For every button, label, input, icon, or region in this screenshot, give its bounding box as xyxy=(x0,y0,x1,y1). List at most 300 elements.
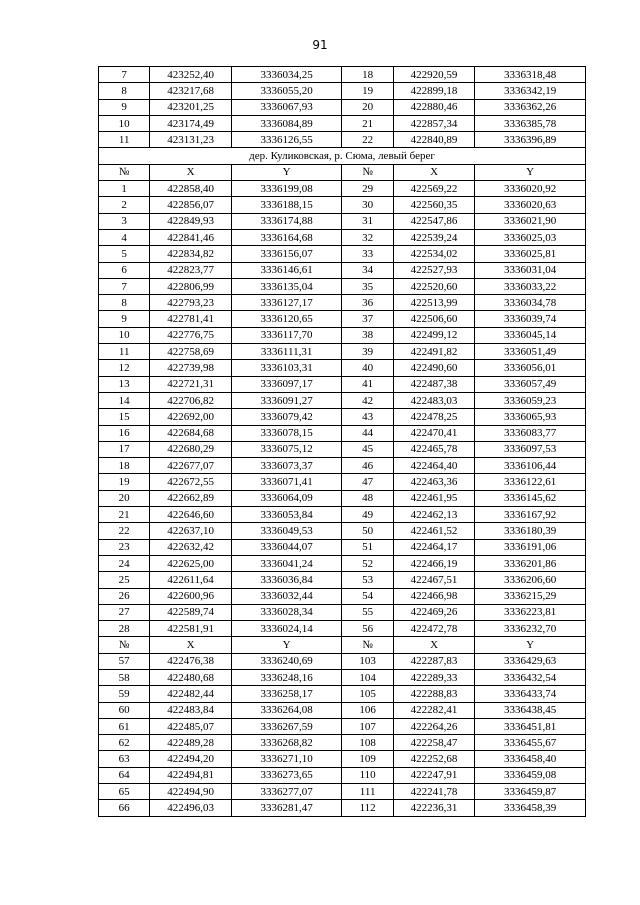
table-row xyxy=(99,702,586,718)
table-cell: 3336120,65 xyxy=(231,311,342,327)
table-cell: 48 xyxy=(342,490,393,506)
table-row xyxy=(99,115,586,131)
table-cell: 423131,23 xyxy=(150,132,232,148)
table-cell: 3336240,69 xyxy=(231,653,342,669)
table-cell: 422611,64 xyxy=(150,572,232,588)
table-cell: 422706,82 xyxy=(150,392,232,408)
table-cell: 3336024,14 xyxy=(231,621,342,637)
table-cell: 10 xyxy=(99,327,150,343)
table-row xyxy=(99,490,586,506)
table-cell: 3336145,62 xyxy=(475,490,586,506)
table-cell: 422466,19 xyxy=(393,555,475,571)
table-row xyxy=(99,360,586,376)
table-cell: 24 xyxy=(99,555,150,571)
table-cell: 3336073,37 xyxy=(231,458,342,474)
table-cell: 422252,68 xyxy=(393,751,475,767)
table-cell: 3336455,67 xyxy=(475,735,586,751)
table-cell: 422499,12 xyxy=(393,327,475,343)
table-cell: 422721,31 xyxy=(150,376,232,392)
table-cell: 3336053,84 xyxy=(231,507,342,523)
table-cell: 27 xyxy=(99,604,150,620)
table-cell: 57 xyxy=(99,653,150,669)
table-cell: 422467,51 xyxy=(393,572,475,588)
table-row xyxy=(99,344,586,360)
table-cell: 422539,24 xyxy=(393,229,475,245)
table-row xyxy=(99,474,586,490)
table-cell: 3336025,81 xyxy=(475,246,586,262)
table-cell: Y xyxy=(475,164,586,180)
table-cell: 1 xyxy=(99,181,150,197)
table-cell: 422646,60 xyxy=(150,507,232,523)
table-cell: 422490,60 xyxy=(393,360,475,376)
table-cell: 422282,41 xyxy=(393,702,475,718)
table-cell: 422560,35 xyxy=(393,197,475,213)
table-cell: 5 xyxy=(99,246,150,262)
table-cell: 422464,40 xyxy=(393,458,475,474)
table-cell: 422600,96 xyxy=(150,588,232,604)
table-cell: 3336111,31 xyxy=(231,344,342,360)
table-cell: 7 xyxy=(99,278,150,294)
table-cell: 62 xyxy=(99,735,150,751)
table-cell: 11 xyxy=(99,132,150,148)
table-cell: 110 xyxy=(342,767,393,783)
table-cell: 3 xyxy=(99,213,150,229)
table-cell: 3336091,27 xyxy=(231,392,342,408)
table-cell: 3336258,17 xyxy=(231,686,342,702)
table-cell: 9 xyxy=(99,311,150,327)
table-cell: 22 xyxy=(99,523,150,539)
table-cell: 422287,83 xyxy=(393,653,475,669)
table-cell: 422680,29 xyxy=(150,441,232,457)
table-cell: 422470,41 xyxy=(393,425,475,441)
table-cell: 3336065,93 xyxy=(475,409,586,425)
table-cell: 422462,13 xyxy=(393,507,475,523)
table-cell: 3336459,87 xyxy=(475,784,586,800)
table-row xyxy=(99,751,586,767)
table-cell: 50 xyxy=(342,523,393,539)
table-row xyxy=(99,99,586,115)
table-cell: 3336156,07 xyxy=(231,246,342,262)
table-cell: 3336028,34 xyxy=(231,604,342,620)
table-cell: 39 xyxy=(342,344,393,360)
table-row xyxy=(99,262,586,278)
table-row xyxy=(99,507,586,523)
table-cell: 29 xyxy=(342,181,393,197)
table-cell: 422466,98 xyxy=(393,588,475,604)
table-cell: 422247,91 xyxy=(393,767,475,783)
table-cell: 422485,07 xyxy=(150,718,232,734)
table-cell: 422483,03 xyxy=(393,392,475,408)
table-cell: 3336432,54 xyxy=(475,669,586,685)
table-cell: 422841,46 xyxy=(150,229,232,245)
table-cell: 3336056,01 xyxy=(475,360,586,376)
table-cell: 11 xyxy=(99,344,150,360)
table-cell: 3336078,15 xyxy=(231,425,342,441)
table-cell: 59 xyxy=(99,686,150,702)
table-cell: 422840,89 xyxy=(393,132,475,148)
table-cell: 422494,90 xyxy=(150,784,232,800)
table-cell: 423201,25 xyxy=(150,99,232,115)
table-cell: 3336083,77 xyxy=(475,425,586,441)
table-row xyxy=(99,311,586,327)
table-cell: 422849,93 xyxy=(150,213,232,229)
table-cell: 3336433,74 xyxy=(475,686,586,702)
table-cell: 45 xyxy=(342,441,393,457)
table-cell: 46 xyxy=(342,458,393,474)
table-cell: 38 xyxy=(342,327,393,343)
table-cell: 422880,46 xyxy=(393,99,475,115)
table-row xyxy=(99,604,586,620)
table-cell: 3336034,78 xyxy=(475,295,586,311)
table-cell: Y xyxy=(231,637,342,653)
table-cell: 3336271,10 xyxy=(231,751,342,767)
table-cell: 3336206,60 xyxy=(475,572,586,588)
table-cell: 3336097,17 xyxy=(231,376,342,392)
table-cell: 422472,78 xyxy=(393,621,475,637)
table-cell: 3336215,29 xyxy=(475,588,586,604)
table-cell: 422758,69 xyxy=(150,344,232,360)
table-cell: 422478,25 xyxy=(393,409,475,425)
table-cell: 21 xyxy=(99,507,150,523)
table-row xyxy=(99,523,586,539)
table-row xyxy=(99,409,586,425)
table-cell: 422494,20 xyxy=(150,751,232,767)
table-row xyxy=(99,735,586,751)
table-cell: 3336103,31 xyxy=(231,360,342,376)
table-cell: 3336036,84 xyxy=(231,572,342,588)
table-cell: 103 xyxy=(342,653,393,669)
table-cell: № xyxy=(342,164,393,180)
table-cell: 3336021,90 xyxy=(475,213,586,229)
table-cell: 422823,77 xyxy=(150,262,232,278)
table-cell: 422856,07 xyxy=(150,197,232,213)
table-cell: 422527,93 xyxy=(393,262,475,278)
table-cell: 422489,28 xyxy=(150,735,232,751)
table-cell: 3336458,40 xyxy=(475,751,586,767)
table-row xyxy=(99,83,586,99)
table-cell: X xyxy=(150,637,232,653)
table-row xyxy=(99,572,586,588)
table-cell: 3336199,08 xyxy=(231,181,342,197)
table-cell: 56 xyxy=(342,621,393,637)
table-cell: 65 xyxy=(99,784,150,800)
table-cell: 3336232,70 xyxy=(475,621,586,637)
table-cell: 47 xyxy=(342,474,393,490)
table-cell: 423252,40 xyxy=(150,67,232,83)
table-cell: 3336201,86 xyxy=(475,555,586,571)
table-cell: 422258,47 xyxy=(393,735,475,751)
table-cell: 3336164,68 xyxy=(231,229,342,245)
table-cell: 422264,26 xyxy=(393,718,475,734)
table-cell: 36 xyxy=(342,295,393,311)
table-cell: 7 xyxy=(99,67,150,83)
table-cell: 13 xyxy=(99,376,150,392)
table-cell: 3336273,65 xyxy=(231,767,342,783)
table-cell: 3336458,39 xyxy=(475,800,586,816)
table-cell: 3336281,47 xyxy=(231,800,342,816)
table-row xyxy=(99,425,586,441)
coordinates-table-body xyxy=(99,67,586,817)
table-cell: 422487,38 xyxy=(393,376,475,392)
table-cell: 422684,68 xyxy=(150,425,232,441)
table-cell: 66 xyxy=(99,800,150,816)
table-cell: 17 xyxy=(99,441,150,457)
table-cell: 422781,41 xyxy=(150,311,232,327)
table-cell: 422739,98 xyxy=(150,360,232,376)
table-cell: 422776,75 xyxy=(150,327,232,343)
table-cell: 20 xyxy=(99,490,150,506)
table-cell: 422241,78 xyxy=(393,784,475,800)
table-cell: 3336045,14 xyxy=(475,327,586,343)
table-cell: 15 xyxy=(99,409,150,425)
table-cell: 107 xyxy=(342,718,393,734)
table-cell: X xyxy=(393,637,475,653)
table-cell: 3336039,74 xyxy=(475,311,586,327)
table-cell: 21 xyxy=(342,115,393,131)
table-cell: 422899,18 xyxy=(393,83,475,99)
table-cell: 3336135,04 xyxy=(231,278,342,294)
table-cell: 422581,91 xyxy=(150,621,232,637)
table-row xyxy=(99,295,586,311)
table-header-row xyxy=(99,164,586,180)
table-cell: 3336174,88 xyxy=(231,213,342,229)
table-cell: 28 xyxy=(99,621,150,637)
table-cell: 3336067,93 xyxy=(231,99,342,115)
table-cell: 3336180,39 xyxy=(475,523,586,539)
table-cell: 422461,52 xyxy=(393,523,475,539)
table-cell: 422476,38 xyxy=(150,653,232,669)
table-cell: 3336049,53 xyxy=(231,523,342,539)
table-cell: 3336057,49 xyxy=(475,376,586,392)
table-cell: 30 xyxy=(342,197,393,213)
table-cell: 422857,34 xyxy=(393,115,475,131)
table-cell: 422637,10 xyxy=(150,523,232,539)
table-cell: 3336025,03 xyxy=(475,229,586,245)
table-cell: 422469,26 xyxy=(393,604,475,620)
table-cell: 3336188,15 xyxy=(231,197,342,213)
table-cell: 3336051,49 xyxy=(475,344,586,360)
table-cell: 422480,68 xyxy=(150,669,232,685)
table-cell: 3336097,53 xyxy=(475,441,586,457)
table-cell: 10 xyxy=(99,115,150,131)
table-cell: 3336429,63 xyxy=(475,653,586,669)
table-row xyxy=(99,392,586,408)
table-cell: 54 xyxy=(342,588,393,604)
table-row xyxy=(99,718,586,734)
table-row xyxy=(99,67,586,83)
table-cell: 31 xyxy=(342,213,393,229)
table-cell: 3336059,23 xyxy=(475,392,586,408)
table-cell: 3336267,59 xyxy=(231,718,342,734)
table-row xyxy=(99,767,586,783)
table-cell: 3336033,22 xyxy=(475,278,586,294)
table-cell: 3336071,41 xyxy=(231,474,342,490)
table-cell: 4 xyxy=(99,229,150,245)
table-cell: 3336318,48 xyxy=(475,67,586,83)
table-row xyxy=(99,181,586,197)
table-cell: 26 xyxy=(99,588,150,604)
table-cell: 3336438,45 xyxy=(475,702,586,718)
table-cell: 105 xyxy=(342,686,393,702)
table-cell: 3336342,19 xyxy=(475,83,586,99)
table-cell: 60 xyxy=(99,702,150,718)
table-cell: 111 xyxy=(342,784,393,800)
table-cell: 422625,00 xyxy=(150,555,232,571)
table-row xyxy=(99,376,586,392)
table-cell: 422491,82 xyxy=(393,344,475,360)
table-cell: 106 xyxy=(342,702,393,718)
table-cell: 3336223,81 xyxy=(475,604,586,620)
table-cell: 422236,31 xyxy=(393,800,475,816)
table-row xyxy=(99,555,586,571)
table-cell: 3336167,92 xyxy=(475,507,586,523)
table-row xyxy=(99,458,586,474)
table-cell: 3336020,92 xyxy=(475,181,586,197)
table-row xyxy=(99,441,586,457)
table-cell: 422793,23 xyxy=(150,295,232,311)
table-cell: 422496,03 xyxy=(150,800,232,816)
table-cell: 422464,17 xyxy=(393,539,475,555)
table-cell: 3336020,63 xyxy=(475,197,586,213)
table-cell: 16 xyxy=(99,425,150,441)
table-row xyxy=(99,588,586,604)
table-cell: 422920,59 xyxy=(393,67,475,83)
table-cell: 422288,83 xyxy=(393,686,475,702)
table-cell: № xyxy=(99,637,150,653)
table-cell: 423174,49 xyxy=(150,115,232,131)
table-cell: 422806,99 xyxy=(150,278,232,294)
table-row xyxy=(99,653,586,669)
table-cell: 64 xyxy=(99,767,150,783)
table-cell: 19 xyxy=(99,474,150,490)
table-cell: 422463,36 xyxy=(393,474,475,490)
table-cell: 3336268,82 xyxy=(231,735,342,751)
table-cell: 61 xyxy=(99,718,150,734)
table-cell: Y xyxy=(231,164,342,180)
table-cell: 422289,33 xyxy=(393,669,475,685)
table-cell: 422506,60 xyxy=(393,311,475,327)
table-cell: 3336362,26 xyxy=(475,99,586,115)
table-cell: 8 xyxy=(99,83,150,99)
table-cell: 422662,89 xyxy=(150,490,232,506)
table-cell: 12 xyxy=(99,360,150,376)
table-cell: 423217,68 xyxy=(150,83,232,99)
table-cell: 25 xyxy=(99,572,150,588)
table-cell: 3336031,04 xyxy=(475,262,586,278)
table-cell: 18 xyxy=(342,67,393,83)
table-cell: 422569,22 xyxy=(393,181,475,197)
table-cell: 422483,84 xyxy=(150,702,232,718)
table-cell: 422692,00 xyxy=(150,409,232,425)
table-cell: 33 xyxy=(342,246,393,262)
table-cell: 3336079,42 xyxy=(231,409,342,425)
table-cell: 3336032,44 xyxy=(231,588,342,604)
table-cell: 422461,95 xyxy=(393,490,475,506)
table-cell: 14 xyxy=(99,392,150,408)
section-title-row xyxy=(99,148,586,164)
table-cell: 49 xyxy=(342,507,393,523)
table-cell: 3336264,08 xyxy=(231,702,342,718)
table-cell: 18 xyxy=(99,458,150,474)
table-cell: 108 xyxy=(342,735,393,751)
table-row xyxy=(99,621,586,637)
table-cell: 32 xyxy=(342,229,393,245)
table-cell: 63 xyxy=(99,751,150,767)
table-cell: 3336146,61 xyxy=(231,262,342,278)
table-cell: 53 xyxy=(342,572,393,588)
table-cell: 41 xyxy=(342,376,393,392)
table-cell: 3336117,70 xyxy=(231,327,342,343)
table-cell: 43 xyxy=(342,409,393,425)
table-cell: 2 xyxy=(99,197,150,213)
table-cell: 8 xyxy=(99,295,150,311)
table-row xyxy=(99,213,586,229)
table-cell: 51 xyxy=(342,539,393,555)
table-cell: 3336127,17 xyxy=(231,295,342,311)
table-cell: 19 xyxy=(342,83,393,99)
table-cell: 422632,42 xyxy=(150,539,232,555)
section-title: дер. Куликовская, р. Сюма, левый берег xyxy=(99,148,586,164)
table-cell: 44 xyxy=(342,425,393,441)
table-row xyxy=(99,132,586,148)
table-row xyxy=(99,278,586,294)
table-cell: 3336122,61 xyxy=(475,474,586,490)
page-number: 91 xyxy=(312,38,328,52)
table-cell: 42 xyxy=(342,392,393,408)
table-cell: 3336277,07 xyxy=(231,784,342,800)
table-cell: 422677,07 xyxy=(150,458,232,474)
table-cell: 104 xyxy=(342,669,393,685)
table-row xyxy=(99,229,586,245)
table-cell: 9 xyxy=(99,99,150,115)
table-cell: 422589,74 xyxy=(150,604,232,620)
table-cell: 35 xyxy=(342,278,393,294)
table-cell: 52 xyxy=(342,555,393,571)
table-row xyxy=(99,539,586,555)
coordinates-table xyxy=(98,66,586,817)
table-cell: 3336248,16 xyxy=(231,669,342,685)
table-cell: 55 xyxy=(342,604,393,620)
table-cell: 422534,02 xyxy=(393,246,475,262)
table-cell: 422672,55 xyxy=(150,474,232,490)
table-row xyxy=(99,197,586,213)
table-cell: 3336385,78 xyxy=(475,115,586,131)
table-cell: X xyxy=(150,164,232,180)
table-header-row xyxy=(99,637,586,653)
table-cell: 3336075,12 xyxy=(231,441,342,457)
table-cell: 422858,40 xyxy=(150,181,232,197)
table-cell: 6 xyxy=(99,262,150,278)
table-row xyxy=(99,246,586,262)
table-cell: 3336106,44 xyxy=(475,458,586,474)
table-cell: 422482,44 xyxy=(150,686,232,702)
table-cell: X xyxy=(393,164,475,180)
table-cell: 3336041,24 xyxy=(231,555,342,571)
table-cell: 22 xyxy=(342,132,393,148)
table-cell: 109 xyxy=(342,751,393,767)
table-row xyxy=(99,327,586,343)
table-cell: 422513,99 xyxy=(393,295,475,311)
table-cell: 3336126,55 xyxy=(231,132,342,148)
table-row xyxy=(99,686,586,702)
table-cell: 23 xyxy=(99,539,150,555)
table-cell: 422520,60 xyxy=(393,278,475,294)
table-cell: 3336064,09 xyxy=(231,490,342,506)
table-cell: 34 xyxy=(342,262,393,278)
table-cell: 40 xyxy=(342,360,393,376)
table-cell: 422547,86 xyxy=(393,213,475,229)
table-cell: 3336084,89 xyxy=(231,115,342,131)
